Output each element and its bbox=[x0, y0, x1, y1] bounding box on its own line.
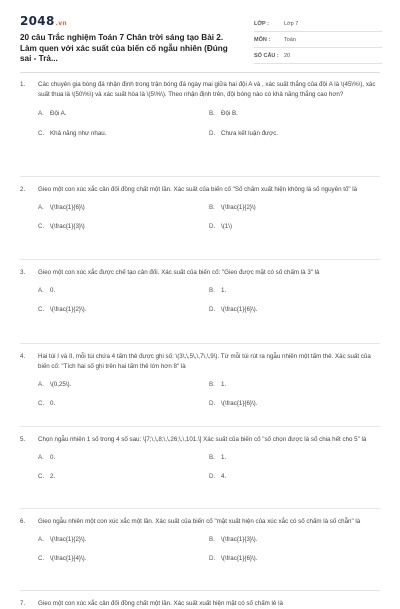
option-b[interactable] bbox=[209, 450, 380, 464]
option-text: 1. bbox=[221, 380, 227, 388]
option-text: \(\frac{1}{3}\) bbox=[50, 222, 85, 230]
options bbox=[20, 106, 380, 140]
option-text: \(\frac{1}{6}\). bbox=[221, 305, 258, 313]
question-header bbox=[20, 517, 380, 527]
meta-row-subject bbox=[254, 32, 382, 48]
option-a[interactable] bbox=[38, 377, 209, 391]
option-text: 1. bbox=[221, 453, 227, 461]
option-text: \(\frac{1}{3}\). bbox=[221, 535, 258, 543]
option-label: C. bbox=[38, 129, 45, 137]
option-text: \(\frac{1}{6}\). bbox=[221, 554, 258, 562]
option-label: A. bbox=[38, 380, 44, 388]
question-item bbox=[20, 260, 380, 344]
option-d[interactable] bbox=[209, 126, 380, 140]
option-d[interactable] bbox=[209, 396, 380, 410]
option-b[interactable] bbox=[209, 377, 380, 391]
option-label: C. bbox=[38, 305, 45, 313]
option-label: D. bbox=[209, 472, 216, 480]
option-label: A. bbox=[38, 535, 44, 543]
meta-row-count bbox=[254, 48, 382, 64]
option-label: B. bbox=[209, 380, 215, 388]
option-label: A. bbox=[38, 286, 44, 294]
options bbox=[20, 377, 380, 410]
option-text: 0. bbox=[50, 399, 56, 407]
option-label: D. bbox=[209, 399, 216, 407]
meta-value: 20 bbox=[284, 52, 291, 59]
question-text: Gieo một con xúc xắc được chế tạo cân đối. Xác suất của biến cố: "Gieo được mặt có số chấm là 3" là bbox=[38, 269, 320, 276]
question-text: Hai túi I và II, mỗi túi chứa 4 tấm thẻ được ghi số: \(3\,\,5\,\,7\,\,9\). Từ mỗi túi rút ra ngẫu nhiên một tấm thẻ. Xác suất của biến cố: "Tích hai số ghi trên hai tấm thẻ lớn hơn 8" là bbox=[38, 353, 371, 370]
question-header bbox=[20, 352, 380, 372]
page-title: 20 câu Trắc nghiệm Toán 7 Chân trời sáng tạo Bài 2. Làm quen với xác suất của biến cố ngẫu nhiên (Đúng sai - Trả... bbox=[20, 33, 228, 63]
option-b[interactable] bbox=[209, 200, 380, 214]
option-label: C. bbox=[38, 399, 45, 407]
option-label: C. bbox=[38, 554, 45, 562]
option-text: 0. bbox=[50, 453, 56, 461]
meta-row-grade bbox=[254, 16, 382, 32]
option-label: D. bbox=[209, 129, 216, 137]
question-item bbox=[20, 509, 380, 591]
option-d[interactable] bbox=[209, 551, 380, 565]
option-c[interactable] bbox=[38, 551, 209, 565]
options bbox=[20, 532, 380, 565]
option-c[interactable] bbox=[38, 126, 209, 140]
option-text: \(\frac{1}{4}\). bbox=[50, 554, 87, 562]
header bbox=[0, 0, 400, 70]
option-label: D. bbox=[209, 222, 216, 230]
question-header bbox=[20, 435, 380, 445]
option-b[interactable] bbox=[209, 532, 380, 546]
option-text: \(0,25\). bbox=[50, 380, 72, 388]
question-text: Các chuyên gia bóng đá nhận định trong trận bóng đá ngày mai giữa hai đội A và , xác suất thắng của đội A là \(45\%\), xác suất thua là \(50\%\) và xác suất hòa là \(5\%\). Theo nhận định trên, đội bóng nào có khả năng thắng cao hơn? bbox=[38, 81, 376, 98]
option-label: A. bbox=[38, 453, 44, 461]
option-text: 4. bbox=[221, 472, 227, 480]
option-text: Đội B. bbox=[221, 109, 238, 117]
question-number: 5. bbox=[20, 436, 26, 443]
question-item bbox=[20, 344, 380, 427]
meta-value: Toán bbox=[284, 36, 296, 43]
option-label: A. bbox=[38, 203, 44, 211]
question-item bbox=[20, 427, 380, 509]
question-number: 2. bbox=[20, 186, 26, 193]
meta-key: MÔN : bbox=[254, 36, 271, 43]
question-list bbox=[20, 80, 380, 609]
question-item bbox=[20, 591, 380, 609]
question-text: Gieo một con xúc xắc cân đối đồng chất một lần. Xác suất của biến cố "Số chấm xuất hiện không là số nguyên tố" là bbox=[38, 186, 358, 193]
option-label: C. bbox=[38, 472, 45, 480]
option-text: \(\frac{1}{6}\) bbox=[50, 203, 85, 211]
option-text: Đội A. bbox=[50, 109, 67, 117]
option-a[interactable] bbox=[38, 450, 209, 464]
option-text: \(\frac{1}{6}\). bbox=[221, 399, 258, 407]
question-text: Gieo một con xúc xắc cân đối đồng chất một lần. Xác suất xuất hiện mặt có số chấm lẻ là bbox=[38, 600, 283, 607]
question-number: 3. bbox=[20, 269, 26, 276]
option-text: 0. bbox=[50, 286, 56, 294]
option-label: B. bbox=[209, 286, 215, 294]
option-a[interactable] bbox=[38, 283, 209, 297]
meta-key: SỐ CÂU : bbox=[254, 52, 279, 59]
option-a[interactable] bbox=[38, 200, 209, 214]
question-number: 1. bbox=[20, 81, 26, 88]
question-header bbox=[20, 185, 380, 195]
option-text: 1. bbox=[221, 286, 227, 294]
option-text: 2. bbox=[50, 472, 56, 480]
meta-value: Lớp 7 bbox=[284, 20, 299, 27]
options bbox=[20, 283, 380, 316]
option-c[interactable] bbox=[38, 219, 209, 233]
option-label: A. bbox=[38, 109, 44, 117]
question-number: 7. bbox=[20, 600, 26, 607]
option-label: D. bbox=[209, 554, 216, 562]
option-c[interactable] bbox=[38, 396, 209, 410]
options bbox=[20, 200, 380, 233]
meta-key: LỚP : bbox=[254, 20, 269, 27]
option-label: C. bbox=[38, 222, 45, 230]
option-text: Khả năng như nhau. bbox=[50, 129, 107, 137]
question-header bbox=[20, 80, 380, 100]
header-divider bbox=[20, 72, 380, 73]
option-label: B. bbox=[209, 453, 215, 461]
logo-suffix: .vn bbox=[55, 20, 67, 27]
site-logo[interactable] bbox=[20, 14, 67, 28]
option-label: B. bbox=[209, 109, 215, 117]
question-number: 6. bbox=[20, 518, 26, 525]
option-c[interactable] bbox=[38, 469, 209, 483]
option-label: B. bbox=[209, 203, 215, 211]
question-header bbox=[20, 599, 380, 609]
option-text: Chưa kết luận được. bbox=[221, 129, 279, 137]
option-text: \(\frac{1}{2}\). bbox=[50, 535, 87, 543]
question-number: 4. bbox=[20, 353, 26, 360]
option-b[interactable] bbox=[209, 106, 380, 120]
option-label: B. bbox=[209, 535, 215, 543]
options bbox=[20, 450, 380, 483]
question-text: Gieo ngẫu nhiên một con xúc xắc một lần. Xác suất của biến cố "mặt xuất hiện của xúc xắc có số chấm là số chẵn" là bbox=[38, 518, 361, 525]
meta-info bbox=[254, 16, 382, 64]
option-c[interactable] bbox=[38, 302, 209, 316]
question-item bbox=[20, 177, 380, 260]
question-text: Chọn ngẫu nhiên 1 số trong 4 số sau: \[7;\,\,8;\,\,26;\,\,101.\] Xác suất của biến cố "số chọn được là số chia hết cho 5" là bbox=[38, 436, 367, 443]
option-d[interactable] bbox=[209, 469, 380, 483]
option-d[interactable] bbox=[209, 219, 380, 233]
option-label: D. bbox=[209, 305, 216, 313]
option-b[interactable] bbox=[209, 283, 380, 297]
logo-text: 2048 bbox=[20, 14, 55, 28]
question-header bbox=[20, 268, 380, 278]
option-text: \(1\) bbox=[221, 222, 233, 230]
option-text: \(\frac{1}{2}\). bbox=[50, 305, 87, 313]
option-d[interactable] bbox=[209, 302, 380, 316]
option-a[interactable] bbox=[38, 532, 209, 546]
option-a[interactable] bbox=[38, 106, 209, 120]
option-text: \(\frac{1}{2}\) bbox=[221, 203, 256, 211]
question-item bbox=[20, 80, 380, 177]
